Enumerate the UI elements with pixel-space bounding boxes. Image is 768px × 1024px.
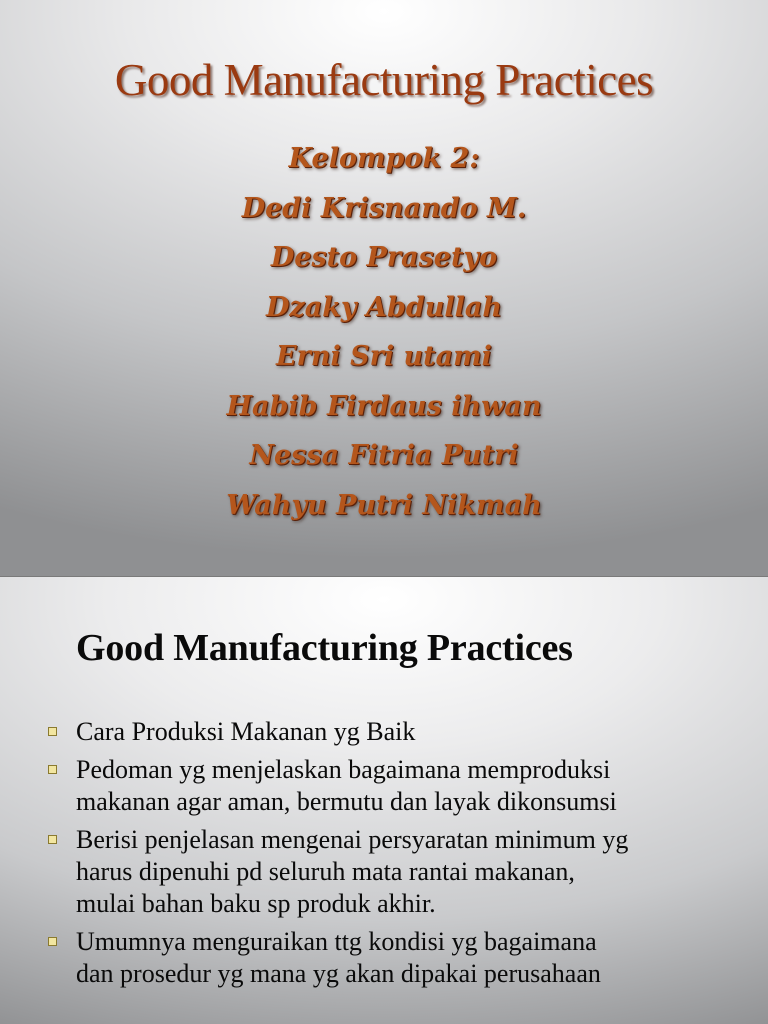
bullet-item (48, 926, 738, 990)
bullet-text-line: dan prosedur yg mana yg akan dipakai perusahaan (76, 959, 601, 988)
bullet-text-line: Pedoman yg menjelaskan bagaimana memproduksi (76, 755, 611, 784)
member-name: Desto Prasetyo (270, 242, 498, 273)
member-name: Dedi Krisnando M. (241, 192, 527, 224)
bullet-text-line: Cara Produksi Makanan yg Baik (76, 717, 416, 746)
slide-2-title: Good Manufacturing Practices (76, 627, 573, 669)
slide-1-title: Good Manufacturing Practices (114, 55, 654, 105)
member-name: Nessa Fitria Putri (249, 440, 519, 471)
member-name: Habib Firdaus ihwan (226, 390, 542, 422)
member-name: Erni Sri utami (276, 341, 492, 372)
member-name: Wahyu Putri Nikmah (226, 489, 542, 521)
bullet-item (48, 754, 738, 818)
square-bullet-icon (48, 937, 57, 946)
bullet-text-line: mulai bahan baku sp produk akhir. (76, 889, 436, 918)
square-bullet-icon (48, 765, 57, 774)
member-name: Dzaky Abdullah (265, 291, 502, 323)
group-heading: Kelompok 2: (288, 143, 480, 174)
bullet-text-line: makanan agar aman, bermutu dan layak dikonsumsi (76, 787, 617, 816)
square-bullet-icon (48, 835, 57, 844)
bullet-text-line: Umumnya menguraikan ttg kondisi yg bagaimana (76, 927, 597, 956)
group-member-list (0, 134, 768, 530)
bullet-item (48, 716, 738, 748)
square-bullet-icon (48, 727, 57, 736)
bullet-list (48, 716, 738, 996)
bullet-text-line: Berisi penjelasan mengenai persyaratan minimum yg (76, 825, 629, 854)
bullet-text-line: harus dipenuhi pd seluruh mata rantai makanan, (76, 857, 575, 886)
bullet-item (48, 824, 738, 920)
